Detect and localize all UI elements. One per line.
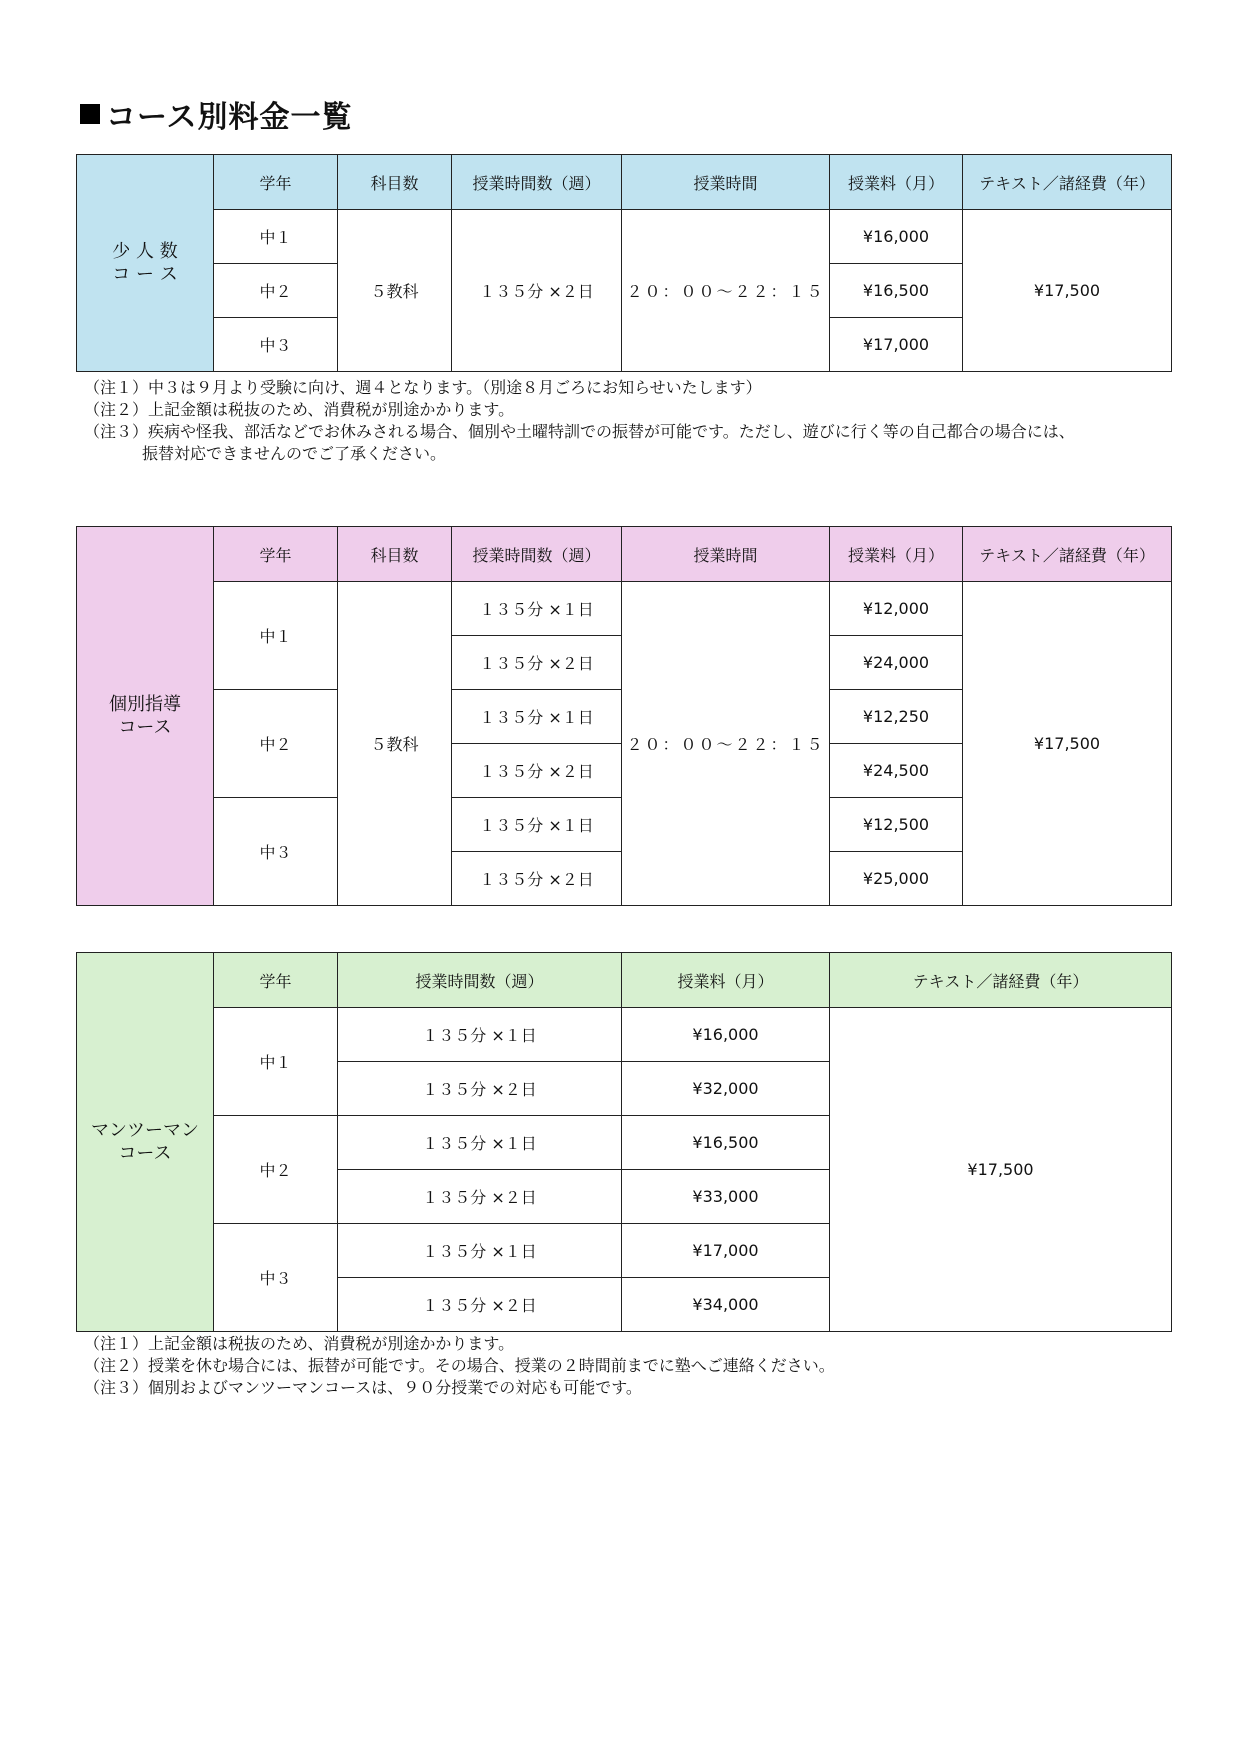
individual-fee-table [76,526,1172,906]
header-grade: 学年 [214,527,338,582]
grade-cell: 中１ [214,1008,338,1116]
hours-cell: １３５分 ×２日 [338,1062,622,1116]
header-hours-week: 授業時間数（週） [338,953,622,1008]
grade-cell: 中２ [214,690,338,798]
note-item: 振替対応できませんのでご了承ください。 [142,444,447,463]
tuition-cell: ¥12,000 [830,582,963,636]
class-time-cell: ２０：００～２２：１５ [622,582,830,906]
hours-cell: １３５分 ×２日 [452,636,622,690]
tuition-cell: ¥12,500 [830,798,963,852]
tuition-cell: ¥34,000 [622,1278,830,1332]
tuition-cell: ¥17,000 [622,1224,830,1278]
note-item: （注２）上記金額は税抜のため、消費税が別途かかります。 [84,400,515,419]
header-text-fee: テキスト／諸経費（年） [963,527,1172,582]
course-name-individual-line2: コース [118,717,172,738]
page-title [80,92,353,136]
course-name-one-on-one-line1: マンツーマン [91,1120,199,1141]
page-title-text: コース別料金一覧 [106,100,353,135]
header-subjects: 科目数 [338,155,452,210]
text-fee-cell: ¥17,500 [963,582,1172,906]
hours-cell: １３５分 ×２日 [452,210,622,372]
header-tuition: 授業料（月） [830,155,963,210]
subjects-cell: ５教科 [338,210,452,372]
tuition-cell: ¥12,250 [830,690,963,744]
header-text-fee: テキスト／諸経費（年） [963,155,1172,210]
class-time-cell: ２０：００～２２：１５ [622,210,830,372]
note-item: （注１）中３は９月より受験に向け、週４となります。（別途８月ごろにお知らせいたします） [84,378,762,397]
header-text-fee: テキスト／諸経費（年） [830,953,1172,1008]
grade-cell: 中２ [214,264,338,318]
one-on-one-notes [84,1333,835,1399]
course-name-small-group-line2: コ ー ス [112,264,178,285]
hours-cell: １３５分 ×１日 [452,582,622,636]
hours-cell: １３５分 ×１日 [338,1116,622,1170]
course-name-one-on-one [77,953,214,1332]
hours-cell: １３５分 ×１日 [338,1224,622,1278]
header-class-time: 授業時間 [622,527,830,582]
subjects-cell: ５教科 [338,582,452,906]
hours-cell: １３５分 ×１日 [452,798,622,852]
grade-cell: 中３ [214,318,338,372]
tuition-cell: ¥16,000 [830,210,963,264]
header-grade: 学年 [214,155,338,210]
header-subjects: 科目数 [338,527,452,582]
course-name-one-on-one-line2: コース [118,1143,172,1164]
small-group-notes [84,377,1075,465]
tuition-cell: ¥16,500 [830,264,963,318]
grade-cell: 中１ [214,210,338,264]
tuition-cell: ¥24,500 [830,744,963,798]
hours-cell: １３５分 ×２日 [338,1278,622,1332]
hours-cell: １３５分 ×２日 [338,1170,622,1224]
hours-cell: １３５分 ×１日 [338,1008,622,1062]
header-grade: 学年 [214,953,338,1008]
course-name-small-group [77,155,214,372]
grade-cell: 中３ [214,1224,338,1332]
header-hours-week: 授業時間数（週） [452,155,622,210]
grade-cell: 中１ [214,582,338,690]
course-name-individual [77,527,214,906]
header-class-time: 授業時間 [622,155,830,210]
tuition-cell: ¥24,000 [830,636,963,690]
one-on-one-fee-table [76,952,1172,1332]
course-name-individual-line1: 個別指導 [109,694,181,715]
square-bullet-icon [80,104,100,124]
hours-cell: １３５分 ×２日 [452,744,622,798]
hours-cell: １３５分 ×１日 [452,690,622,744]
grade-cell: 中３ [214,798,338,906]
note-item: （注３）個別およびマンツーマンコースは、９０分授業での対応も可能です。 [84,1378,642,1397]
course-name-small-group-line1: 少 人 数 [112,241,178,262]
note-item: （注２）授業を休む場合には、振替が可能です。その場合、授業の２時間前までに塾へご連絡ください。 [84,1356,835,1375]
tuition-cell: ¥25,000 [830,852,963,906]
grade-cell: 中２ [214,1116,338,1224]
header-tuition: 授業料（月） [622,953,830,1008]
tuition-cell: ¥16,000 [622,1008,830,1062]
hours-cell: １３５分 ×２日 [452,852,622,906]
tuition-cell: ¥32,000 [622,1062,830,1116]
header-tuition: 授業料（月） [830,527,963,582]
note-item: （注３）疾病や怪我、部活などでお休みされる場合、個別や土曜特訓での振替が可能です。ただし、遊びに行く等の自己都合の場合には、 [84,422,1075,441]
tuition-cell: ¥16,500 [622,1116,830,1170]
header-hours-week: 授業時間数（週） [452,527,622,582]
note-item: （注１）上記金額は税抜のため、消費税が別途かかります。 [84,1334,515,1353]
text-fee-cell: ¥17,500 [830,1008,1172,1332]
tuition-cell: ¥33,000 [622,1170,830,1224]
small-group-fee-table [76,154,1172,372]
text-fee-cell: ¥17,500 [963,210,1172,372]
tuition-cell: ¥17,000 [830,318,963,372]
